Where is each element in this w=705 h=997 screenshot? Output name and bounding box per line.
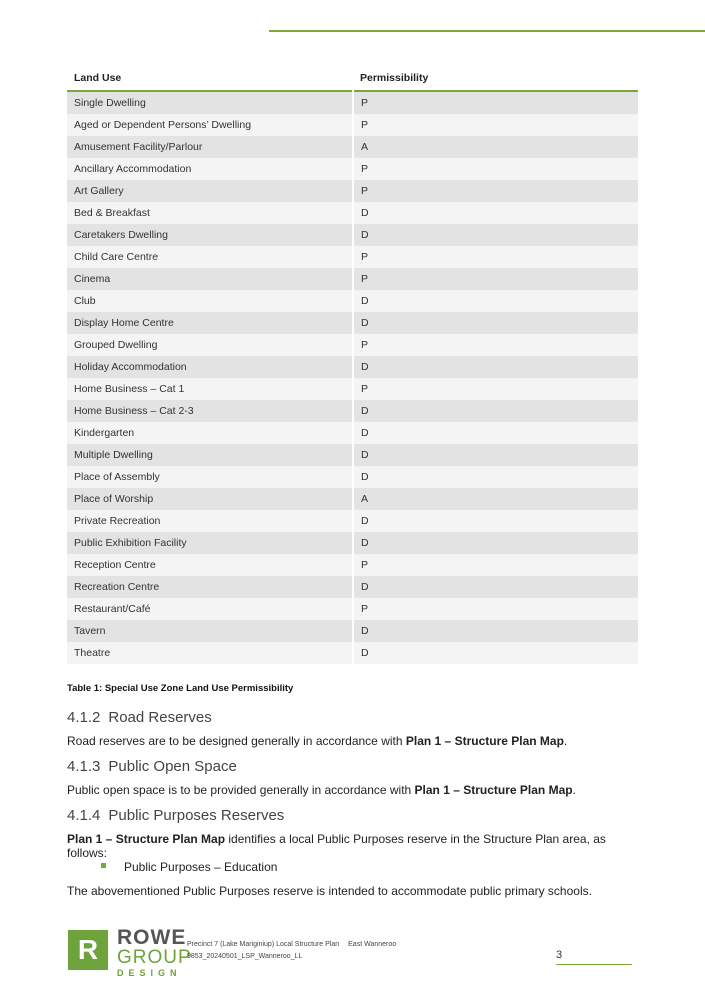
plan-reference: Plan 1 – Structure Plan Map: [67, 832, 226, 846]
land-use-cell: Aged or Dependent Persons’ Dwelling: [67, 114, 353, 136]
permissibility-cell: D: [353, 224, 638, 246]
logo-line-1: ROWE: [117, 926, 187, 949]
land-use-cell: Place of Assembly: [67, 466, 353, 488]
footer-location: East Wanneroo: [348, 941, 397, 948]
land-use-cell: Recreation Centre: [67, 576, 353, 598]
permissibility-cell: D: [353, 576, 638, 598]
table-row: [67, 224, 638, 246]
header-rule: [269, 30, 705, 32]
table-row: [67, 620, 638, 642]
land-use-cell: Reception Centre: [67, 554, 353, 576]
land-use-cell: Home Business – Cat 1: [67, 378, 353, 400]
bullet-square-icon: [101, 863, 106, 868]
table-row: [67, 532, 638, 554]
heading-number: 4.1.3: [67, 758, 101, 775]
paragraph-text: .: [563, 734, 568, 748]
paragraph-public-open-space: [67, 783, 647, 797]
land-use-cell: Restaurant/Café: [67, 598, 353, 620]
logo-mark: R: [77, 934, 99, 965]
table-row: [67, 158, 638, 180]
land-use-cell: Child Care Centre: [67, 246, 353, 268]
table-row: [67, 554, 638, 576]
permissibility-cell: D: [353, 290, 638, 312]
land-use-cell: Theatre: [67, 642, 353, 664]
land-use-cell: Multiple Dwelling: [67, 444, 353, 466]
paragraph-closing: The abovementioned Public Purposes reserve is intended to accommodate public primary schools.: [67, 884, 592, 898]
paragraph-text: identifies a local Public Purposes reserve in the Structure Plan area, as follows:: [67, 832, 606, 860]
plan-reference: Plan 1 – Structure Plan Map: [405, 734, 564, 748]
land-use-cell: Ancillary Accommodation: [67, 158, 353, 180]
bullet-text: Public Purposes – Education: [124, 860, 278, 874]
land-use-cell: Private Recreation: [67, 510, 353, 532]
permissibility-cell: D: [353, 466, 638, 488]
permissibility-cell: D: [353, 620, 638, 642]
permissibility-cell: P: [353, 554, 638, 576]
heading-title: Public Open Space: [108, 758, 237, 775]
permissibility-cell: D: [353, 532, 638, 554]
land-use-cell: Holiday Accommodation: [67, 356, 353, 378]
heading-road-reserves: [67, 709, 212, 726]
heading-title: Public Purposes Reserves: [108, 807, 285, 824]
table-row: [67, 356, 638, 378]
table-caption: Table 1: Special Use Zone Land Use Permissibility: [67, 683, 294, 694]
paragraph-text: .: [572, 783, 576, 797]
heading-public-open-space: [67, 758, 237, 775]
logo-line-2: GROUP: [117, 947, 192, 968]
footer-doc-title: Precinct 7 (Lake Mariginiup) Local Structure Plan: [187, 941, 340, 948]
land-use-cell: Amusement Facility/Parlour: [67, 136, 353, 158]
plan-reference: Plan 1 – Structure Plan Map: [414, 783, 573, 797]
heading-public-purposes: [67, 807, 284, 824]
table-row: [67, 290, 638, 312]
logo-wordmark: [117, 928, 192, 978]
permissibility-cell: P: [353, 334, 638, 356]
table-row: [67, 91, 638, 114]
table-header-row: [67, 66, 638, 91]
permissibility-cell: P: [353, 114, 638, 136]
permissibility-cell: D: [353, 642, 638, 664]
land-use-cell: Kindergarten: [67, 422, 353, 444]
rowe-group-logo-icon: [68, 930, 108, 970]
permissibility-cell: P: [353, 180, 638, 202]
permissibility-cell: D: [353, 202, 638, 224]
table-row: [67, 114, 638, 136]
paragraph-text: Road reserves are to be designed generally in accordance with: [67, 734, 406, 748]
table-row: [67, 466, 638, 488]
permissibility-cell: D: [353, 422, 638, 444]
heading-number: 4.1.4: [67, 807, 101, 824]
land-use-cell: Home Business – Cat 2-3: [67, 400, 353, 422]
table-row: [67, 312, 638, 334]
table-row: [67, 510, 638, 532]
table-row: [67, 444, 638, 466]
page-number-rule: [556, 964, 632, 965]
permissibility-cell: D: [353, 444, 638, 466]
table-row: [67, 576, 638, 598]
table-row: [67, 642, 638, 664]
permissibility-cell: P: [353, 158, 638, 180]
table-row: [67, 422, 638, 444]
permissibility-cell: A: [353, 136, 638, 158]
table-row: [67, 180, 638, 202]
permissibility-cell: P: [353, 268, 638, 290]
table-row: [67, 136, 638, 158]
permissibility-cell: P: [353, 378, 638, 400]
land-use-cell: Art Gallery: [67, 180, 353, 202]
table-row: [67, 400, 638, 422]
col-header-permissibility: Permissibility: [360, 72, 429, 84]
footer-doc-ref: 9853_20240501_LSP_Wanneroo_LL: [187, 953, 303, 960]
permissibility-cell: P: [353, 598, 638, 620]
page-number: 3: [556, 949, 563, 961]
bullet-item: [101, 860, 277, 874]
land-use-cell: Caretakers Dwelling: [67, 224, 353, 246]
table-row: [67, 268, 638, 290]
land-use-cell: Display Home Centre: [67, 312, 353, 334]
permissibility-cell: D: [353, 312, 638, 334]
permissibility-cell: A: [353, 488, 638, 510]
table-row: [67, 202, 638, 224]
permissibility-cell: D: [353, 400, 638, 422]
heading-title: Road Reserves: [108, 709, 212, 726]
land-use-cell: Tavern: [67, 620, 353, 642]
permissibility-cell: D: [353, 510, 638, 532]
permissibility-cell: P: [353, 246, 638, 268]
land-use-cell: Grouped Dwelling: [67, 334, 353, 356]
paragraph-road-reserves: [67, 734, 647, 748]
land-use-cell: Cinema: [67, 268, 353, 290]
permissibility-cell: P: [353, 91, 638, 114]
table-body: [67, 91, 638, 664]
col-header-land-use: Land Use: [74, 72, 122, 84]
footer-info: [187, 939, 396, 963]
paragraph-text: Public open space is to be provided generally in accordance with: [67, 783, 415, 797]
permissibility-cell: D: [353, 356, 638, 378]
land-use-cell: Single Dwelling: [67, 91, 353, 114]
land-use-cell: Public Exhibition Facility: [67, 532, 353, 554]
paragraph-public-purposes: [67, 832, 647, 860]
table-row: [67, 334, 638, 356]
land-use-cell: Bed & Breakfast: [67, 202, 353, 224]
table-row: [67, 488, 638, 510]
table-row: [67, 598, 638, 620]
table-row: [67, 378, 638, 400]
land-use-cell: Club: [67, 290, 353, 312]
heading-number: 4.1.2: [67, 709, 101, 726]
land-use-cell: Place of Worship: [67, 488, 353, 510]
table-row: [67, 246, 638, 268]
logo-line-3: DESIGN: [117, 968, 182, 978]
land-use-table: [67, 66, 638, 664]
